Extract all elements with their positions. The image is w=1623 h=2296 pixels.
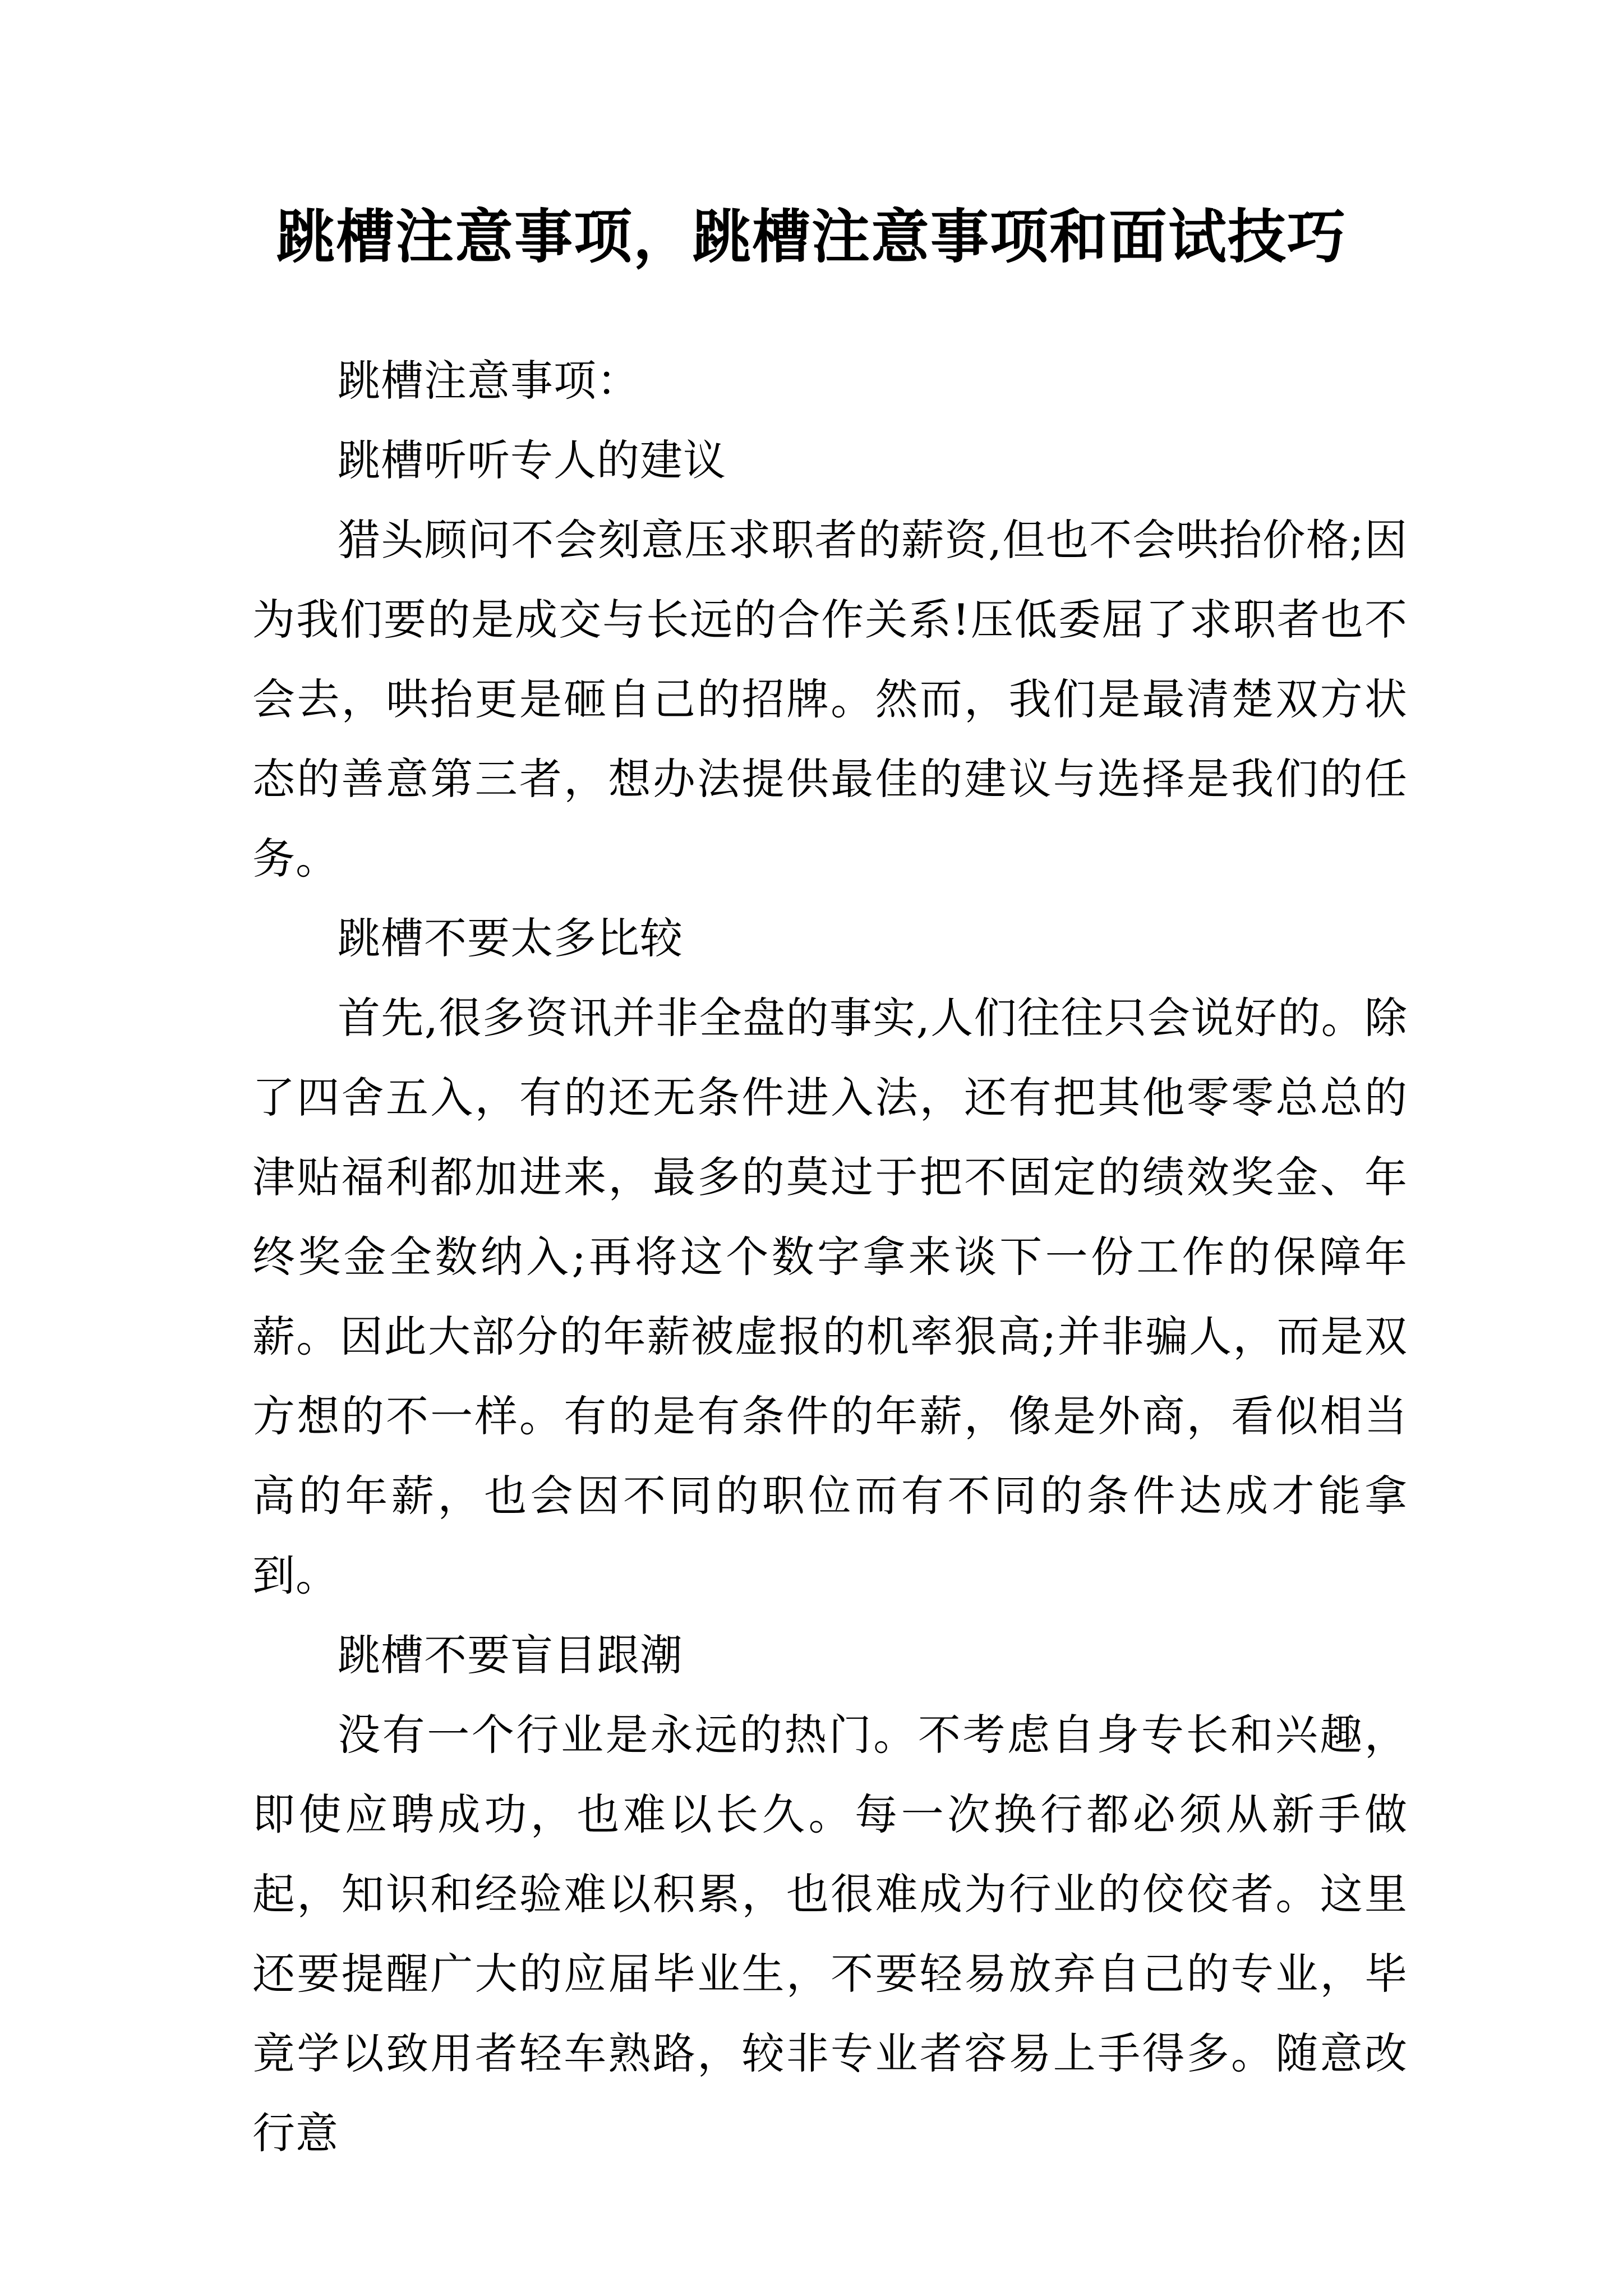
paragraph-industry: 没有一个行业是永远的热门。不考虑自身专长和兴趣，即使应聘成功，也难以长久。每一次换行都必须从新手做起，知识和经验难以积累，也很难成为行业的佼佼者。这里还要提醒广大的应届毕业生，不要轻易放弃自己的专业，毕竟学以致用者轻车熟路，较非专业者容易上手得多。随意改行意 [252,1710,1408,2158]
section-heading-notes: 跳槽注意事项： [338,356,640,406]
document-title: 跳槽注意事项，跳槽注意事项和面试技巧 [276,203,1347,271]
paragraph-salary-info: 首先,很多资讯并非全盘的事实,人们往往只会说好的。除了四舍五入，有的还无条件进入法，还有把其他零零总总的津贴福利都加进来，最多的莫过于把不固定的绩效奖金、年终奖金全数纳入;再将这个数字拿来谈下一份工作的保障年薪。因此大部分的年薪被虚报的机率狠高;并非骗人，而是双方想的不一样。有的是有条件的年薪，像是外商，看似相当高的年薪，也会因不同的职位而有不同的条件达成才能拿到。 [252,993,1408,1600]
document-body [252,341,1408,2173]
paragraph-headhunter: 猎头顾问不会刻意压求职者的薪资,但也不会哄抬价格;因为我们要的是成交与长远的合作关系!压低委屈了求职者也不会去，哄抬更是砸自己的招牌。然而，我们是最清楚双方状态的善意第三者，想办法提供最佳的建议与选择是我们的任务。 [252,515,1408,884]
section-heading-no-comparison: 跳槽不要太多比较 [338,913,683,963]
section-heading-expert-advice: 跳槽听听专人的建议 [338,435,726,485]
section-heading-no-trend: 跳槽不要盲目跟潮 [338,1630,683,1680]
